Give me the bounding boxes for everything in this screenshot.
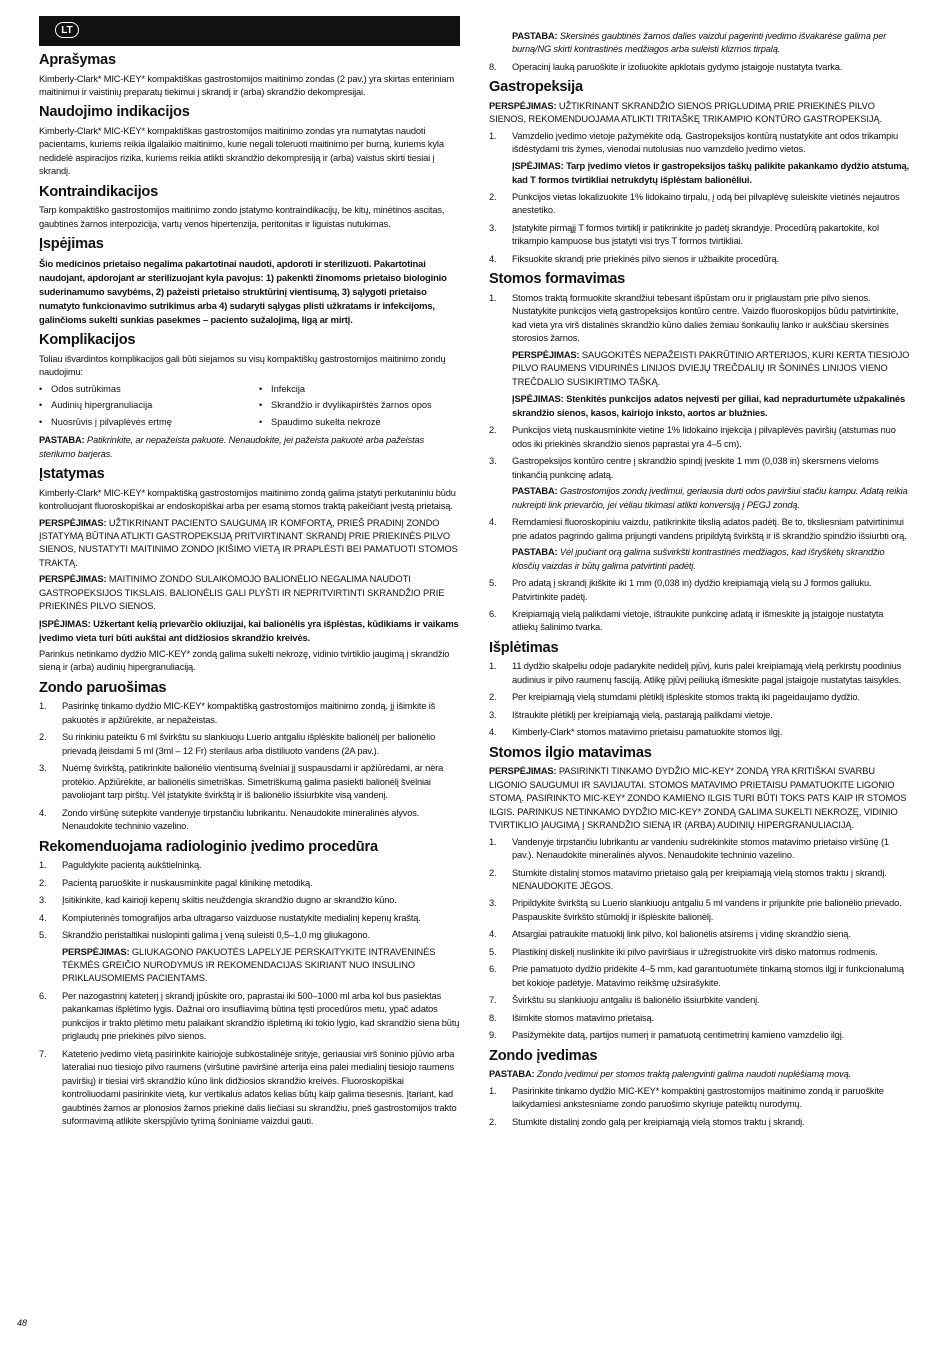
list-item: 2. Stumkite distalinį stomos matavimo prietaiso galą per kreipiamąją vielą stomos traktu į skrandį. NENAUDOKITE JĖGOS. [489,867,887,891]
list-item: • Audinių hipergranuliacija [39,399,259,412]
list-item: 2. Per kreipiamąją vielą stumdami plėtiklį išplėskite stomos traktą iki pageidaujamo dydžio. [489,692,860,703]
contrast-note: PASTABA: Skersinės gaubtinės žarnos dalies vaizdui pagerinti įvedimo išvakarėse galima per burną/NG skirti kontrastinės medžiagos arba suleisti klizmos tirpalą. [512,31,887,55]
section-title-aprasymas: Aprašymas [39,52,116,68]
list-item: 3. Gastropeksijos kontūro centre į skrandžio spindį įveskite 1 mm (0,038 in) skersmens vieloms tinkančią punkcinę adatą. PASTABA: Gastrostomijos zondų įvedimui, geriausia durti odos paviršiui stačiu kampu. Adatą reikia nukreipti link prievarčio, jei vėliau tikimasi atlikti konversiją į PEGJ zondą. [489,455,911,512]
list-item: 5. Pro adatą į skrandį įkiškite iki 1 mm (0,038 in) dydžio kreipiamąją vielą su J formos galiuku. Patvirtinkite padėtį. [489,578,872,602]
list-item: 1. Paguldykite pacientą aukštielninką. [39,860,202,871]
section-title-gastropeksija: Gastropeksija [489,79,583,96]
procedura-list [39,859,460,1128]
list-item: 2. Punkcijos vietas lokalizuokite 1% lidokaino tirpalu, į odą bei pilvaplėvę suleiskite vietinės nejautros anestetiko. [489,192,900,216]
formavimas-note-3: PASTABA: Gastrostomijos zondų įvedimui, geriausia durti odos paviršiui stačiu kampu. Adatą reikia nukreipti link prievarčio, jei vėliau tikimasi atlikti konversiją į PEGJ zondą. [512,486,908,510]
formavimas-caution: PERSPĖJIMAS: SAUGOKITĖS NEPAŽEISTI PAKRŪTINIO ARTERIJOS, KURI KERTA TIESIOJO PILVO RAUMENS VIDURINĖS LINIJOS DVIEJŲ TREČDALIŲ IR ŠONINĖS LINIJOS VIENO TREČDALIO SUSIKIRTIMO TAŠKĄ. [512,349,910,387]
list-item: 2. Stumkite distalinį zondo galą per kreipiamąją vielą stomos traktu į skrandį. [489,1116,805,1127]
list-item: 7. Švirkštu su slankiuoju antgaliu iš balionėlio išsiurbkite vandenį. [489,995,760,1006]
list-item: 6. Prie pamatuoto dydžio pridėkite 4–5 mm, kad garantuotumėte tinkamą stomos ilgį ir funkcionalumą bet kokioje padėtyje. Matavimo reikšmę užsirašykite. [489,964,904,988]
right-column [489,30,911,1133]
list-item: • Infekcija [259,383,459,396]
gastropeksija-list [489,130,911,267]
list-item: 2. Su rinkiniu pateiktu 6 ml švirkštu su slankiuoju Luerio antgaliu išplėskite balionėlį per balionėlio prievadą įleisdami 5 ml (3ml – 12 Fr) sterilaus arba distiliuoto vandens (2A pav.). [39,732,436,756]
page-number: 48 [17,1318,28,1328]
isplestimas-list [489,660,911,739]
list-item: 3. Ištraukite plėtiklį per kreipiamąją vielą, pastarąją palikdami vietoje. [489,709,773,720]
list-item: 1. Pasirinkę tinkamo dydžio MIC-KEY* kompaktišką gastrostomijos maitinimo zondą, jį išimkite iš pakuotės ir apžiūrėkite, ar nepažeistas. [39,701,436,725]
section-title-ivedimas: Zondo įvedimas [489,1047,598,1064]
section-title-komplikacijos: Komplikacijos [39,332,136,349]
indikacijos-text: Kimberly-Clark* MIC-KEY* kompaktiškas gastrostomijos maitinimo zondas yra numatytas naudoti pacientams, kuriems reikia ilgalaikio maitinimo, kurie negali toleruoti maitinimo per burną, kuriems kyla nedidelė aspiracijos rizika, kuriems reikia atlikti skrandžio dekompresiją ir (arba) vaistus skirti tiesiai į skrandį. [39,125,444,177]
list-item: 9. Pasižymėkite datą, partijos numerį ir pamatuotą centimetrinį kamieno vamzdelio ilgį. [489,1030,845,1041]
section-title-formavimas: Stomos formavimas [489,271,626,288]
list-item: 4. Atsargiai patraukite matuoklį link pilvo, kol balionėlis atsirems į vidinę skrandžio sieną. [489,929,851,940]
list-item: 4. Fiksuokite skrandį prie priekinės pilvo sienos ir užbaikite procedūrą. [489,253,779,264]
list-item: 6. Per nazogastrinį kateterį į skrandį įpūskite oro, paprastai iki 500–1000 ml arba kol bus pasiektas pakankamas išplėtimo lygis. Dažnai oro insufliavimą būtina tęsti procedūros metu, ypač adatos punkcijos ir trakto plėtimo metu palaikant skrandžio išplėtimą iki tokio lygio, kad skrandžio siena būtų priglaudų prie priekinės pilvo sienos. [39,990,460,1042]
list-item: 1. Vandenyje tirpstančiu lubrikantu ar vandeniu sudrėkinkite stomos matavimo prietaiso viršūnę (1 pav.). Nenaudokite mineralinės alyvos. Nenaudokite techninio vazelino. [489,836,889,861]
istatymas-after: Parinkus netinkamo dydžio MIC-KEY* zondą galima sukelti nekrozę, vidinio tvirtiklio įaugimą į skrandžio sieną ir (arba) audinių hipergranuliaciją. [39,649,450,673]
istatymas-text: Kimberly-Clark* MIC-KEY* kompaktišką gastrostomijos maitinimo zondą galima įstatyti perkutaniniu būdu kontroliuojant fluoroskopiškai ar endoskopiškai arba per esamą stomos traktą pakeičiant įvestą prietaisą. [39,487,456,512]
list-item: 2. Punkcijos vietą nuskausminkite vietine 1% lidokaino injekcija į pilvaplėvės paviršių (atstumas nuo odos iki priekinės skrandžio sienos paprastai yra 4–5 cm). [489,425,896,449]
list-item [489,30,911,57]
list-item: 3. Įsitikinkite, kad kairioji kepenų skiltis neuždengia skrandžio dugno ar skrandžio kūno. [39,895,397,906]
language-header-bar [39,16,460,46]
list-item: 7. Kateterio įvedimo vietą pasirinkite kairiojoje subkostalinėje srityje, geriausiai virš šoninio pjūvio arba lateraliai nuo tiesiojo pilvo raumens (viršutinė paviršinė arterija eina palei medialinį tiesiojo raumens paviršių) ir tiesiai virš skrandžio kūno link didžiosios skrandžio kreivės. Fluoroskopiškai kontroliuodami pasirinkite vietą, kur vertikalus adatos kelias būtų kaip galima tiesesnis. Įtariant, kad gaubtinės žarnos ar plonosios žarnos priekinė dalis liečiasi su skrandžiu, prieš gastrostomijos trakto suformavimą atlikite skerspjūvio tyrimą šoniniame vaizdui gauti. [39,1048,457,1127]
komplikacijos-list [39,383,460,429]
section-title-paruosimas: Zondo paruošimas [39,679,167,696]
list-item: 4. Zondo viršūnę sutepkite vandenyje tirpstančiu lubrikantu. Nenaudokite mineralinės alyvos. Nenaudokite techninio vazelino. [39,807,420,832]
list-item: 3. Pripildykite švirkštą su Luerio slankiuoju antgaliu 5 ml vandens ir prijunkite prie balionėlio prievado. Paspauskite švirkšto stūmoklį ir išplėskite balionėlį. [489,898,902,922]
list-item: • Spaudimo sukelta nekrozė [259,416,459,429]
section-title-matavimas: Stomos ilgio matavimas [489,744,652,761]
gastropeksija-warning: ĮSPĖJIMAS: Tarp įvedimo vietos ir gastropeksijos taškų palikite pakankamo dydžio atstumą, kad T formos tvirtikliai netrukdytų išplėstam balionėliui. [512,159,910,185]
ispejimas-text: Šio medicinos prietaiso negalima pakartotinai naudoti, apdoroti ir sterilizuoti. Pakartotinai naudojant, apdorojant ar sterilizuojant kyla pavojus: 1) pakenkti žinomoms prietaiso biologinio suderinamumo savybėms, 2) pažeisti prietaiso struktūrinį vientisumą, 3) sąlygoti prietaiso numatyto funkcionavimo sutrikimus arba 4) sudaryti sąlygas plisti užkratams ir infekcijoms, galinčioms sukelti sunkias pasekmes – paciento sužalojimą, ligą ar mirtį. [39,257,447,326]
list-item: • Odos sutrūkimas [39,383,259,396]
left-column [39,16,460,1133]
formavimas-note-4: PASTABA: Vėl įpučiant orą galima sušvirkšti kontrastinės medžiagos, kad išryškėtų skrandžio klosčių vaizdas ir būtų galima patvirtinti padėtį. [512,547,885,571]
ivedimas-list [489,1085,911,1129]
section-title-isplestimas: Išplėtimas [489,639,559,656]
section-title-kontraindikacijos: Kontraindikacijos [39,183,159,200]
istatymas-caution-2: PERSPĖJIMAS: MAITINIMO ZONDO SULAIKOMOJO BALIONĖLIO NEGALIMA NAUDOTI GASTROPEKSIJOS TIKSLAIS. BALIONĖLIS GALI PLYŠTI IR NEPRITVIRTINTI SKRANDŽIO PRIE PRIEKINĖS PILVO SIENOS. [39,574,445,612]
kontraindikacijos-text: Tarp kompaktiško gastrostomijos maitinimo zondo įstatymo kontraindikacijų, be kitų, minėtinos ascitas, gaubtinės žarnos interpozicija, vartų venos hipertenzija, peritonitas ir liguistas nutukimas. [39,205,445,229]
procedura-caution: PERSPĖJIMAS: GLIUKAGONO PAKUOTĖS LAPELYJE PERSKAITYKITE INTRAVENINĖS TĖKMĖS GREIČIO NURODYMUS IR REKOMENDACIJAS SKIRIANT NUO INSULINO PRIKLAUSOMIEMS PACIENTAMS. [62,946,436,984]
list-item: 5. Plastikinį diskelį nuslinkite iki pilvo paviršiaus ir užregistruokite virš disko matomus rodmenis. [489,946,878,957]
section-title-ispejimas: Įspėjimas [39,236,104,253]
komplikacijos-note: PASTABA: Patikrinkite, ar nepažeista pakuotė. Nenaudokite, jei pažeista pakuotė arba pažeistas sterilumo barjeras. [39,435,425,459]
list-item: • Skrandžio ir dvylikapirštės žarnos opos [259,399,459,412]
paruosimas-list [39,700,460,833]
list-item: 3. Nuėmę švirkštą, patikrinkite balionėlio vientisumą švelniai jį suspausdami ir apžiūrėdami, ar nėra protėkio. Apžiūrėkite, ar balionėlis simetriškas. Simetriškumą galima pasiekti balionėlį švelniai pavoliojant tarp pirštų. Vėl įstatykite švirkštą ir iš balionėlio išsiurbkite visą vandenį. [39,763,444,801]
formavimas-list [489,292,911,635]
list-item: 4. Kompiuterinės tomografijos arba ultragarso vaizduose nustatykite medialinį kepenų kraštą. [39,912,421,923]
list-item: 8. Operacinį lauką paruoškite ir izoliuokite apklotais gydymo įstaigoje nustatyta tvarka. [489,61,843,72]
aprasymas-text: Kimberly-Clark* MIC-KEY* kompaktiškas gastrostomijos maitinimo zondas (2 pav.) yra skirtas enteriniam maitinimui ir vaistinių preparatų tiekimui į skrandį ir (arba) skrandžio dekompresijai. [39,73,455,97]
matavimas-caution: PERSPĖJIMAS: PASIRINKTI TINKAMO DYDŽIO MIC-KEY* ZONDĄ YRA KRITIŠKAI SVARBU LIGONIO SAUGUMUI IR SAVIJAUTAI. STOMOS MATAVIMO PRIETAISU PAMATUOKITE LIGONIO STOMĄ. PASIRINKTO MIC-KEY* ZONDO KAMIENO ILGIS TURI BŪTI TOKS PATS KAIP IR STOMOS ILGIS. PARINKUS NETINKAMO DYDŽIO MIC-KEY* ZONDĄ GALIMA SUKELTI NEKROZĘ, VIDINIO TVIRTIKLIO ĮAUGIMĄ Į SKRANDŽIO SIENĄ IR (ARBA) AUDINIŲ HIPERGRANULIACIJĄ. [489,766,907,831]
list-item: 1. Vamzdelio įvedimo vietoje pažymėkite odą. Gastropeksijos kontūrą nustatykite ant odos trikampiu išdėstydami tris žymes, vienodai nutolusias nuo vamzdelio įvedimo vietos. ĮSPĖJIMAS: Tarp įvedimo vietos ir gastropeksijos taškų palikite pakankamo dydžio atstumą, kad T formos tvirtikliai netrukdytų išplėstam balionėliui. [489,130,911,187]
ivedimas-note: PASTABA: Zondo įvedimui per stomos traktą palengvinti galima naudoti nuplėšiamą movą. [489,1069,852,1080]
list-item: 6. Kreipiamąją vielą palikdami vietoje, ištraukite punkcinę adatą ir išmeskite ją įstaigoje nustatyta atliekų šalinimo tvarka. [489,608,884,633]
list-item: 4. Remdamiesi fluoroskopiniu vaizdu, patikrinkite tikslią adatos padėtį. Be to, tiksliesniam patvirtinimui prie adatos pagrindo galima prijungti vandens pripildytą švirkštą ir iš skrandžio spindžio išsiurbti orą. PASTABA: Vėl įpučiant orą galima sušvirkšti kontrastinės medžiagos, kad išryškėtų skrandžio klosčių vaizdas ir būtų galima patvirtinti padėtį. [489,516,911,573]
list-item: • Nuosrūvis į pilvaplėvės ertmę [39,416,259,429]
komplikacijos-text: Toliau išvardintos komplikacijos gali būti siejamos su visų kompaktiškų gastrostomijos maitinimo zondų naudojimu: [39,353,446,378]
list-item: 4. Kimberly-Clark* stomos matavimo prietaisu pamatuokite stomos ilgį. [489,727,783,738]
list-item: 5. Skrandžio peristaltikai nuslopinti galima į veną suleisti 0,5–1,0 mg gliukagono. PERSPĖJIMAS: GLIUKAGONO PAKUOTĖS LAPELYJE PERSKAITYKITE INTRAVENINĖS TĖKMĖS GREIČIO NURODYMUS IR REKOMENDACIJAS SKIRIANT NUO INSULINO PRIKLAUSOMIEMS PACIENTAMS. [39,929,460,986]
list-item: 1. Stomos traktą formuokite skrandžiui tebesant išpūstam oru ir priglaustam prie pilvo sienos. Nustatykite punkcijos vietą gastropeksijos kontūro centre. Vaizdo fluoroskopijos būdu patvirtinkite, kad vieta yra virš distalinės skrandžio kūno dalies žemiau šonkaulių lanko ir aukščiau skersinės storosios žarnos. PERSPĖJIMAS: SAUGOKITĖS NEPAŽEISTI PAKRŪTINIO ARTERIJOS, KURI KERTA TIESIOJO PILVO RAUMENS VIDURINĖS LINIJOS DVIEJŲ TREČDALIŲ IR ŠONINĖS LINIJOS VIENO TREČDALIO SUSIKIRTIMO TAŠKĄ. ĮSPĖJIMAS: Stenkitės punkcijos adatos neįvesti per giliai, kad nepradurtumėte užpakalinės skrandžio sienos, kasos, kairiojo inksto, aortos ar blužnies. [489,292,911,421]
formavimas-warning: ĮSPĖJIMAS: Stenkitės punkcijos adatos neįvesti per giliai, kad nepradurtumėte užpakalinės skrandžio sienos, kasos, kairiojo inksto, aortos ar blužnies. [512,393,906,419]
list-item: 2. Pacientą paruoškite ir nuskausminkite pagal klinikinę metodiką. [39,877,313,888]
gastropeksija-caution: PERSPĖJIMAS: UŽTIKRINANT SKRANDŽIO SIENOS PRIGLUDIMĄ PRIE PRIEKINĖS PILVO SIENOS, REKOMENDUOJAMA ATLIKTI TRITAŠKĘ TRIKAMPIO KONTŪRO GASTROPEKSIJĄ. [489,100,882,125]
list-item: 1. Pasirinkite tinkamo dydžio MIC-KEY* kompaktinį gastrostomijos maitinimo zondą ir paruoškite laikydamiesi ankstesniame zondo paruošimo skyriuje pateiktų nurodymų. [489,1085,884,1110]
section-title-procedura: Rekomenduojama radiologinio įvedimo procedūra [39,838,378,855]
istatymas-warning: ĮSPĖJIMAS: Užkertant kelią prievarčio okliuzijai, kai balionėlis yra išplėstas, kūdikiams ir vaikams įvedimo vieta turi būti aukštai ant didžiosios skrandžio kreivės. [39,617,459,643]
list-item: 1. 11 dydžio skalpeliu odoje padarykite nedidelį pjūvį, kuris palei kreipiamąją vielą perkirstų poodinius audinius ir pilvo raumenų fasciją. Atlikę pjūvį peiliuką išmeskite pagal įstaigoje nustatytas taisykles. [489,661,902,685]
section-title-indikacijos: Naudojimo indikacijos [39,104,190,121]
language-badge: LT [55,22,79,38]
section-title-istatymas: Įstatymas [39,466,105,483]
istatymas-caution-1: PERSPĖJIMAS: UŽTIKRINANT PACIENTO SAUGUMĄ IR KOMFORTĄ, PRIEŠ PRADINĮ ZONDO ĮSTATYMĄ BŪTINA ATLIKTI GASTROPEKSIJĄ PRITVIRTINANT SKRANDĮ PRIE PRIEKINĖS PILVO SIENOS, NUSTATYTI MAITINIMO ZONDO ĮKIŠIMO VIETĄ IR PRAPLĖSTI BEI PAMATUOTI STOMOS TRAKTĄ. [39,517,458,568]
matavimas-list [489,836,911,1043]
list-item: 8. Išimkite stomos matavimo prietaisą. [489,1012,654,1023]
list-item: 3. Įstatykite pirmąjį T formos tvirtiklį ir patikrinkite jo padėtį skrandyje. Procedūrą pakartokite, kol trikampio kampuose bus įstatyti visi trys T formos tvirtikliai. [489,222,879,247]
procedura-continued [489,30,911,74]
